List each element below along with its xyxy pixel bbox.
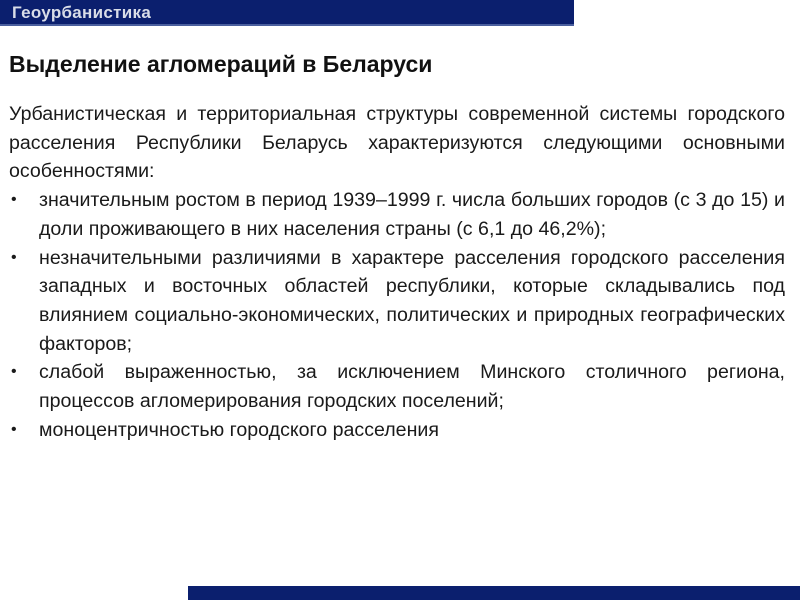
- list-item-text: значительным ростом в период 1939–1999 г. числа больших городов (с 3 до 15) и доли проживающего в них населения страны (с 6,1 до 46,2%);: [39, 189, 785, 240]
- section-label: Геоурбанистика: [12, 3, 152, 22]
- footer-bar: [188, 586, 800, 600]
- intro-paragraph: Урбанистическая и территориальная структуры современной системы городского расселения Республики Беларусь характеризуются следующими основными особенностями:: [9, 103, 785, 183]
- list-item: [9, 358, 785, 415]
- list-item: [9, 416, 785, 445]
- bullet-list: [9, 186, 785, 444]
- header-bar: [0, 0, 574, 26]
- bullet-icon: •: [11, 420, 17, 438]
- list-item-text: слабой выраженностью, за исключением Минского столичного региона, процессов агломерирования городских поселений;: [39, 361, 785, 413]
- list-item-text: моноцентричностью городского расселения: [39, 418, 439, 441]
- bullet-icon: •: [11, 363, 17, 381]
- list-item: [9, 244, 785, 359]
- slide-title: Выделение агломераций в Беларуси: [9, 51, 433, 77]
- list-item: [9, 186, 785, 243]
- bullet-icon: •: [11, 191, 17, 209]
- slide-body: [9, 100, 785, 444]
- list-item-text: незначительными различиями в характере расселения городского расселения западных и восточных областей республики, которые складывались под влиянием социально-экономических, политических и природных географических факторов;: [39, 246, 785, 355]
- bullet-icon: •: [11, 248, 17, 266]
